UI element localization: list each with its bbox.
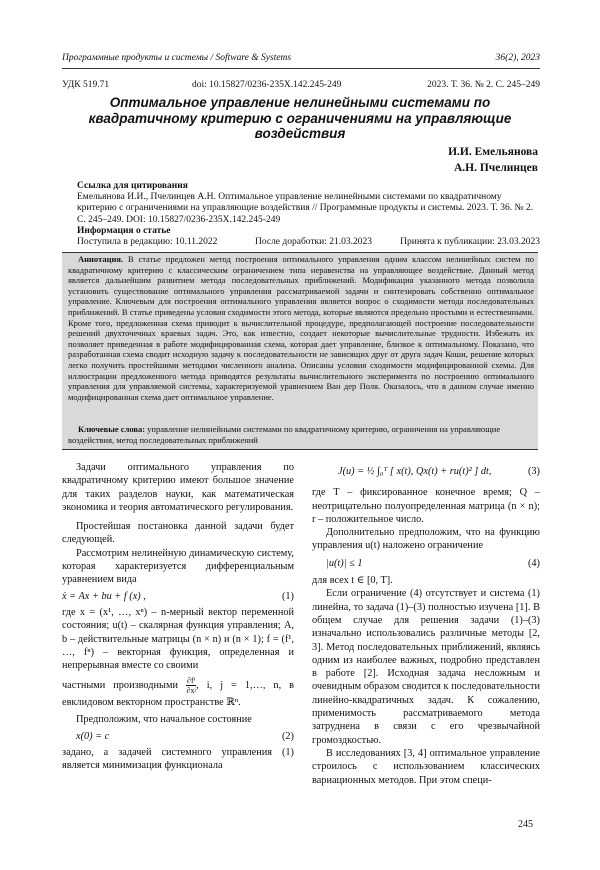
citation-block	[77, 181, 540, 237]
doi: doi: 10.15827/0236-235X.142.245-249	[192, 80, 342, 90]
revised-date: После доработки: 21.03.2023	[255, 237, 373, 247]
paragraph-text: частными производными	[62, 680, 178, 692]
equation-body: x(0) = c	[76, 730, 110, 742]
equation-body: ẋ = Ax + bu + f (x) ,	[62, 590, 146, 602]
paragraph: Простейшая постановка данной задачи будет следующей.	[62, 521, 294, 546]
paragraph: Дополнительно предположим, что на функцию управления u(t) наложено ограничение	[312, 527, 540, 552]
abstract	[68, 254, 534, 402]
citation-heading: Ссылка для цитирования	[77, 181, 188, 191]
abstract-text: В статье предложен метод построения оптимального управления одним классом нелинейных систем по квадратичному критерию с классическим ограничением типа неравенства на управляющее воздействие. Данный метод является дальнейшим развитием метода последовательных приближений. Модификация указанного метода позволила установить существование оптимального управления рассматриваемой задачи и синтезировать собственно оптимальное управление. Ключевым для построения оптимального управления является вопрос о сходимости метода последовательных приближений. В статье приведены условия сходимости этого метода, которые являются предельно простыми и естественными. Кроме того, предложенная схема приводит к вычислительной процедуре, предполагающей построение последовательности решений двухточечных краевых задач. Это, как известно, создает некоторые вычислительные трудности. Избежать их позволяет приведенная в работе модифицированная схема, которая дает управление, близкое к оптимальному. Показано, что разработанная схема сводит исходную задачу к последовательности не зависящих друг от друга задач Коши, решение которых легко получить простейшими методами численного анализа. Описаны условия сходимости модифицированной схемы. Для иллюстрации предложенного метода приводятся результаты вычислительного эксперимента по построению оптимального управления для управляемой системы, характеризуемой уравнением Ван дер Поля. Оказалось, что в данном случае именно модифицированная схема дает оптимальное управление.	[68, 254, 535, 402]
issue-number: 36(2), 2023	[495, 53, 540, 63]
page-number: 245	[518, 819, 533, 830]
frac-numerator: ∂fⁱ	[186, 676, 196, 686]
abstract-label: Аннотация.	[78, 254, 124, 264]
paragraph: для всех t ∈ [0, T].	[312, 575, 393, 587]
paragraph: В исследованиях [3, 4] оптимальное управление строилось с использованием классических вариационных методов. При этом специ-	[312, 747, 540, 786]
equation-number: (2)	[281, 730, 294, 742]
article-dates	[77, 237, 540, 249]
equation-number: (1)	[281, 590, 294, 602]
paragraph: где T – фиксированное конечное время; Q – неотрицательно полуопределенная матрица (n × n); r – положительное число.	[312, 487, 540, 525]
equation-3	[312, 465, 540, 478]
frac-denominator: ∂xʲ	[186, 686, 196, 696]
citation-text: Емельянова И.И., Пчелинцев А.Н. Оптимальное управление нелинейными системами по квадратичному критерию с ограничениями на управляющие воздействия // Программные продукты и системы. 2023. Т. 36. № 2. С. 245–249. DOI: 10.15827/0236-235X.142.245-249	[77, 192, 534, 225]
accepted-date: Принята к публикации: 23.03.2023	[400, 237, 540, 247]
journal-header	[62, 53, 540, 63]
volume-ref: 2023. Т. 36. № 2. С. 245–249	[427, 80, 540, 90]
header-rule	[62, 68, 540, 69]
article-info-heading: Информация о статье	[77, 225, 171, 236]
journal-name: Программные продукты и системы / Software & Systems	[62, 53, 292, 63]
column-right	[312, 461, 540, 787]
paragraph: Если ограничение (4) отсутствует и система (1) линейна, то задача (1)–(3) полностью изучена [1]. В общем случае для решения задачи (1)–(3) изначально использовались различные методы [2, 3]. Метод последовательных приближений, являясь одним из наиболее важных, подробно представлен в работе [2]. Исходная задача несложным и очевидным образом сводится к последовательности линейно-квадратичных задач. К сожалению, применимость рассматриваемого метода затруднена в связи с его чрезвычайной громоздкостью.	[312, 588, 540, 746]
paragraph: Предположим, что начальное состояние	[76, 714, 252, 726]
received-date: Поступила в редакцию: 10.11.2022	[77, 237, 218, 247]
keywords	[68, 424, 534, 445]
equation-number: (4)	[527, 557, 540, 569]
udk: УДК 519.71	[62, 80, 110, 90]
equation-2	[76, 730, 294, 743]
partial-derivative	[186, 676, 196, 695]
equation-body: J(u) = ½ ∫₀ᵀ [ x(t), Qx(t) + ru(t)² ] dt,	[338, 466, 492, 477]
paragraph-derivative	[62, 676, 294, 710]
article-title: Оптимальное управление нелинейными системами по квадратичному критерию с ограничениями на управляющие воздействия	[88, 95, 512, 141]
equation-body: |u(t)| ≤ 1	[326, 557, 363, 569]
equation-1	[62, 590, 294, 603]
equation-number: (3)	[527, 466, 540, 477]
paragraph: где x = (x¹, …, xⁿ) – n-мерный вектор переменной состояния; u(t) – скалярная функция управления; A, b – действительные матрицы (n × n) и (n × 1); f = (f¹, …, fⁿ) – векторная функция, определенная и непрерывная вместе со своими	[62, 606, 294, 672]
keywords-text: управление нелинейными системами по квадратичному критерию, ограничения на управляющие воздействия, метод последовательных приближений	[68, 424, 501, 445]
column-left	[62, 461, 294, 773]
keywords-label: Ключевые слова:	[78, 424, 146, 434]
paragraph-text: , i, j = 1,…, n, в евклидовом векторном пространстве ℝⁿ.	[62, 680, 294, 709]
equation-4	[312, 557, 540, 570]
paragraph: Задачи оптимального управления по квадратичному критерию имеют большое значение для таких разделов науки, как математическая экономика и теория автоматического регулирования.	[62, 462, 294, 513]
paragraph: задано, а задачей системного управления (1) является минимизация функционала	[62, 747, 294, 772]
paragraph: Рассмотрим нелинейную динамическую систему, которая характеризуется дифференциальным уравнением вида	[62, 547, 294, 586]
author-2: А.Н. Пчелинцев	[453, 162, 538, 174]
author-1: И.И. Емельянова	[448, 146, 538, 158]
